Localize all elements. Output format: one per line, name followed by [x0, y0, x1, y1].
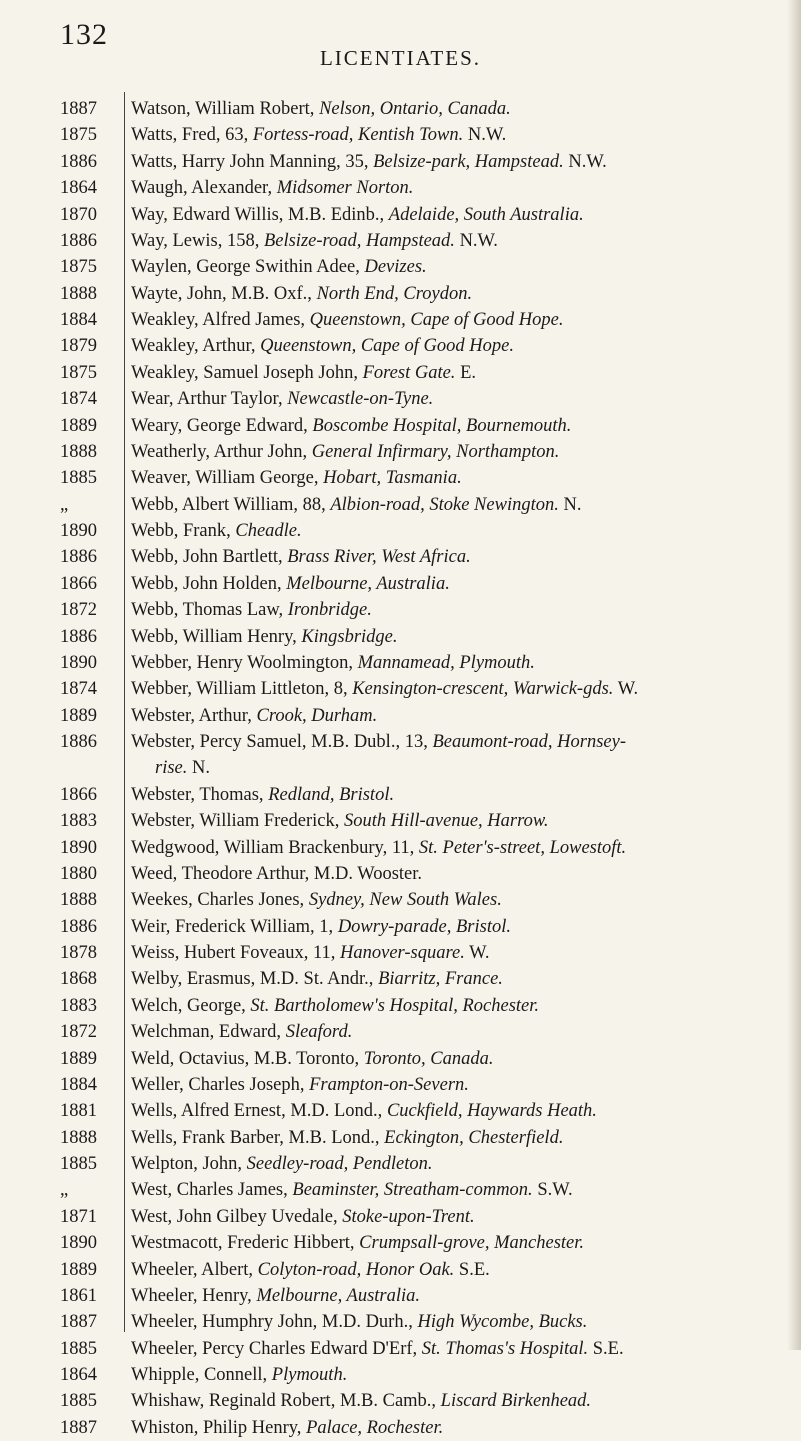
- entry-year: 1881: [60, 1101, 97, 1122]
- entry-district: E.: [455, 362, 476, 383]
- entry-name: Wheeler, Henry,: [131, 1285, 257, 1306]
- list-item: [0, 307, 801, 333]
- list-item: [0, 1388, 801, 1414]
- entry-year: 1885: [60, 1391, 97, 1412]
- entry-address: Beaminster, Streatham-common.: [292, 1180, 533, 1201]
- entry-year: 1889: [60, 1259, 97, 1280]
- entry-address: Colyton-road, Honor Oak.: [257, 1259, 455, 1280]
- list-item: [0, 755, 801, 781]
- entry-name: Wheeler, Percy Charles Edward D'Erf,: [131, 1338, 422, 1359]
- entry-address: Cheadle.: [235, 521, 302, 541]
- entry-district: W.: [613, 679, 639, 700]
- list-item: [0, 782, 801, 808]
- entry-address: Fortess-road, Kentish Town.: [252, 125, 464, 146]
- entry-name: Wedgwood, William Brackenbury, 11,: [131, 837, 419, 858]
- entry-name: Weiss, Hubert Foveaux, 11,: [131, 943, 341, 963]
- entry-year: 1883: [60, 811, 97, 832]
- list-item: [0, 1257, 801, 1283]
- entry-district: S.E.: [588, 1338, 624, 1359]
- list-item: [0, 1309, 801, 1335]
- entry-address: South Hill-avenue, Harrow.: [343, 811, 549, 832]
- entry-name: Webb, John Bartlett,: [131, 547, 288, 568]
- entry-address: Brass River, West Africa.: [287, 547, 471, 568]
- list-item: [0, 228, 801, 254]
- entry-name: Webster, Percy Samuel, M.B. Dubl., 13,: [131, 732, 433, 752]
- entry-year: 1879: [60, 336, 97, 357]
- entry-text: [131, 333, 781, 359]
- entry-text: [131, 1046, 781, 1072]
- entry-address: Melbourne, Australia.: [286, 573, 450, 594]
- entry-address: Mannamead, Plymouth.: [357, 652, 535, 673]
- list-item: [0, 835, 801, 861]
- entry-text: [131, 861, 781, 887]
- entry-year: 1890: [60, 1233, 97, 1254]
- entry-address: Stoke-upon-Trent.: [342, 1206, 475, 1227]
- entry-address: Beaumont-road, Hornsey-: [432, 732, 626, 752]
- entry-text: [131, 281, 781, 307]
- entry-address: Ironbridge.: [287, 600, 372, 621]
- entry-name: Webb, Albert William, 88,: [131, 494, 331, 515]
- entry-year: 1884: [60, 1074, 97, 1095]
- list-item: [0, 1098, 801, 1124]
- entry-text: [131, 703, 781, 729]
- entry-year: 1875: [60, 257, 97, 278]
- entry-year: 1870: [60, 204, 97, 225]
- entry-year: 1888: [60, 1127, 97, 1148]
- entry-district: N.: [558, 494, 582, 515]
- entry-name: Webster, William Frederick,: [131, 811, 344, 832]
- entry-text: [131, 966, 781, 992]
- entry-address: St. Thomas's Hospital.: [421, 1338, 589, 1359]
- entry-district: S.W.: [532, 1180, 573, 1201]
- list-item: [0, 624, 801, 650]
- entry-year: 1874: [60, 389, 97, 410]
- entry-name: Weakley, Alfred James,: [131, 310, 310, 330]
- list-item: [0, 122, 801, 148]
- entry-text: [131, 1204, 781, 1230]
- list-item: [0, 544, 801, 570]
- list-item: [0, 413, 801, 439]
- entry-address: Devizes.: [364, 257, 427, 278]
- list-item: [0, 1230, 801, 1256]
- list-item: [0, 465, 801, 491]
- entry-year: 1880: [60, 863, 97, 884]
- list-item: [0, 703, 801, 729]
- entry-text: [131, 1309, 781, 1335]
- entry-address: Hobart, Tasmania.: [323, 468, 462, 489]
- entry-address: Liscard Birkenhead.: [440, 1391, 592, 1412]
- entry-year: 1888: [60, 441, 97, 462]
- entry-text: [131, 518, 781, 544]
- list-item: [0, 914, 801, 940]
- entry-address: Adelaide, South Australia.: [388, 204, 584, 225]
- entry-name: Watson, William Robert,: [131, 99, 320, 119]
- entry-name: Welchman, Edward,: [131, 1022, 286, 1043]
- entry-year: 1890: [60, 837, 97, 858]
- running-head: LICENTIATES.: [319, 46, 482, 70]
- entry-text: [131, 1098, 781, 1124]
- list-item: [0, 254, 801, 280]
- entry-name: Webb, William Henry,: [131, 626, 302, 647]
- list-item: [0, 887, 801, 913]
- entry-address: Belsize-road, Hampstead.: [263, 230, 455, 251]
- list-item: [0, 676, 801, 702]
- entry-name: Webb, John Holden,: [131, 573, 287, 594]
- entry-name: West, John Gilbey Uvedale,: [131, 1206, 343, 1227]
- entry-address: Cuckfield, Haywards Heath.: [386, 1101, 597, 1122]
- entry-year: 1889: [60, 705, 97, 726]
- entry-text: [131, 1151, 781, 1177]
- entry-name: Wayte, John, M.B. Oxf.,: [131, 283, 317, 304]
- entry-text: [131, 729, 781, 755]
- entry-address: Seedley-road, Pendleton.: [246, 1154, 433, 1174]
- entry-name: Weed, Theodore Arthur, M.D. Wooster.: [131, 863, 423, 884]
- list-item: [0, 1125, 801, 1151]
- entry-continuation: rise.: [155, 758, 188, 779]
- entry-address: Queenstown, Cape of Good Hope.: [260, 336, 514, 357]
- entry-year: 1864: [60, 178, 97, 199]
- list-item: [0, 492, 801, 518]
- entry-text: [131, 676, 781, 702]
- list-item: [0, 1046, 801, 1072]
- list-item: [0, 729, 801, 755]
- page-header: [0, 0, 801, 70]
- entry-address: Queenstown, Cape of Good Hope.: [309, 310, 564, 330]
- entry-address: Midsomer Norton.: [276, 178, 414, 199]
- list-item: [0, 96, 801, 122]
- list-item: [0, 940, 801, 966]
- entry-text: [131, 96, 781, 122]
- entry-year: 1890: [60, 652, 97, 673]
- entry-text: [131, 914, 781, 940]
- list-item: [0, 597, 801, 623]
- entry-name: Wheeler, Humphry John, M.D. Durh.,: [131, 1312, 418, 1333]
- entry-name: Welch, George,: [131, 995, 251, 1016]
- list-item: [0, 175, 801, 201]
- list-item: [0, 386, 801, 412]
- entry-address: Palace, Rochester.: [306, 1417, 444, 1438]
- entry-text: [131, 228, 781, 254]
- page-edge-shadow: [787, 0, 801, 1350]
- entry-year: 1886: [60, 626, 97, 647]
- list-item: [0, 1283, 801, 1309]
- entry-name: Wells, Alfred Ernest, M.D. Lond.,: [131, 1101, 387, 1122]
- entry-year: 1872: [60, 1022, 97, 1043]
- entry-text: [131, 1336, 781, 1362]
- licentiates-list: [0, 96, 801, 1441]
- entry-address: Kingsbridge.: [301, 626, 398, 647]
- entry-name: Way, Lewis, 158,: [131, 230, 264, 251]
- entry-text: [131, 544, 781, 570]
- entry-address: Crumpsall-grove, Manchester.: [359, 1233, 585, 1254]
- entry-name: Webb, Frank,: [131, 521, 236, 541]
- entry-year: 1887: [60, 1312, 97, 1333]
- entry-name: Webster, Arthur,: [131, 705, 257, 726]
- entry-year: „: [60, 1180, 69, 1201]
- entry-text: [131, 782, 781, 808]
- list-item: [0, 861, 801, 887]
- entry-year: 1885: [60, 1154, 97, 1174]
- entry-name: Weary, George Edward,: [131, 415, 313, 436]
- list-item: [0, 650, 801, 676]
- entry-address: Crook, Durham.: [256, 705, 378, 726]
- entry-year: 1885: [60, 468, 97, 489]
- entry-year: 1866: [60, 784, 97, 805]
- entry-name: Weir, Frederick William, 1,: [131, 916, 338, 937]
- entry-address: Plymouth.: [271, 1365, 348, 1385]
- entry-address: Sleaford.: [285, 1022, 353, 1043]
- entry-text: [131, 571, 781, 597]
- entry-text: [131, 755, 781, 781]
- entry-text: [131, 1177, 781, 1203]
- list-item: [0, 1362, 801, 1388]
- entry-text: [131, 1019, 781, 1045]
- entry-year: „: [60, 494, 69, 515]
- entry-district: N.W.: [563, 151, 607, 172]
- list-item: [0, 1019, 801, 1045]
- entry-text: [131, 149, 781, 175]
- entry-text: [131, 1362, 781, 1388]
- entry-address: Sydney, New South Wales.: [308, 890, 502, 911]
- entry-year: 1888: [60, 890, 97, 911]
- entry-text: [131, 597, 781, 623]
- list-item: [0, 518, 801, 544]
- entry-year: 1864: [60, 1365, 97, 1385]
- list-item: [0, 1336, 801, 1362]
- entry-text: [131, 439, 781, 465]
- list-item: [0, 1177, 801, 1203]
- entry-year: 1875: [60, 362, 97, 383]
- list-item: [0, 1204, 801, 1230]
- entry-address: Melbourne, Australia.: [256, 1285, 421, 1306]
- entry-year: 1878: [60, 943, 97, 963]
- entry-name: Webb, Thomas Law,: [131, 600, 288, 621]
- list-item: [0, 333, 801, 359]
- entry-text: [131, 808, 781, 834]
- entry-name: Wells, Frank Barber, M.B. Lond.,: [131, 1127, 385, 1148]
- entry-text: [131, 1388, 781, 1414]
- list-item: [0, 966, 801, 992]
- list-item: [0, 993, 801, 1019]
- entry-year: 1883: [60, 995, 97, 1016]
- entry-name: Webster, Thomas,: [131, 784, 269, 805]
- entry-text: [131, 175, 781, 201]
- entry-text: [131, 624, 781, 650]
- entry-address: High Wycombe, Bucks.: [417, 1312, 588, 1333]
- page-number: 132: [60, 18, 108, 51]
- entry-text: [131, 1230, 781, 1256]
- entry-text: [131, 492, 781, 518]
- list-item: [0, 1415, 801, 1441]
- list-item: [0, 149, 801, 175]
- entry-year: 1889: [60, 415, 97, 436]
- entry-name: Weakley, Arthur,: [131, 336, 261, 357]
- entry-year: 1861: [60, 1285, 97, 1306]
- entry-text: [131, 254, 781, 280]
- entry-district: S.E.: [454, 1259, 490, 1280]
- list-item: [0, 360, 801, 386]
- entry-address: Hanover-square.: [340, 943, 465, 963]
- entry-name: Wear, Arthur Taylor,: [131, 389, 288, 410]
- entry-text: [131, 1415, 781, 1441]
- entry-text: [131, 650, 781, 676]
- list-item: [0, 281, 801, 307]
- entry-district: N.W.: [463, 125, 507, 146]
- entry-year: 1888: [60, 283, 97, 304]
- entry-text: [131, 1283, 781, 1309]
- list-item: [0, 1072, 801, 1098]
- entry-text: [131, 993, 781, 1019]
- entry-year: 1887: [60, 1417, 97, 1438]
- entry-name: Welby, Erasmus, M.D. St. Andr.,: [131, 969, 379, 990]
- entry-year: 1890: [60, 521, 97, 541]
- entry-address: Biarritz, France.: [378, 969, 503, 990]
- entry-name: Weakley, Samuel Joseph John,: [131, 362, 363, 383]
- entry-year: 1875: [60, 125, 97, 146]
- entry-text: [131, 307, 781, 333]
- entry-year: 1889: [60, 1048, 97, 1069]
- entry-address: Redland, Bristol.: [268, 784, 395, 805]
- entry-name: Whiston, Philip Henry,: [131, 1417, 307, 1438]
- list-item: [0, 808, 801, 834]
- list-item: [0, 202, 801, 228]
- entry-address: Belsize-park, Hampstead.: [373, 151, 564, 172]
- entry-text: [131, 360, 781, 386]
- entry-text: [131, 835, 781, 861]
- entry-name: Weekes, Charles Jones,: [131, 890, 309, 911]
- entry-name: West, Charles James,: [131, 1180, 293, 1201]
- entry-address: North End, Croydon.: [316, 283, 473, 304]
- entry-text: [131, 1125, 781, 1151]
- entry-year: 1886: [60, 732, 97, 752]
- entry-name: Waugh, Alexander,: [131, 178, 277, 199]
- entry-year: 1874: [60, 679, 97, 700]
- entry-text: [131, 1072, 781, 1098]
- entry-year: 1886: [60, 151, 97, 172]
- entry-name: Waylen, George Swithin Adee,: [131, 257, 365, 278]
- entry-name: Weatherly, Arthur John,: [131, 441, 312, 462]
- entry-address: Boscombe Hospital, Bournemouth.: [312, 415, 572, 436]
- entry-name: Westmacott, Frederic Hibbert,: [131, 1233, 360, 1254]
- entry-year: 1886: [60, 547, 97, 568]
- entry-name: Weaver, William George,: [131, 468, 324, 489]
- entry-name: Watts, Harry John Manning, 35,: [131, 151, 374, 172]
- entry-district: N.: [187, 758, 210, 779]
- entry-name: Webber, William Littleton, 8,: [131, 679, 353, 700]
- entry-year: 1884: [60, 310, 97, 330]
- entry-year: 1887: [60, 99, 97, 119]
- entry-name: Webber, Henry Woolmington,: [131, 652, 358, 673]
- entry-text: [131, 122, 781, 148]
- entry-address: Kensington-crescent, Warwick-gds.: [352, 679, 614, 700]
- entry-address: Newcastle-on-Tyne.: [287, 389, 434, 410]
- entry-address: General Infirmary, Northampton.: [311, 441, 560, 462]
- entry-year: 1871: [60, 1206, 97, 1227]
- entry-address: St. Bartholomew's Hospital, Rochester.: [250, 995, 540, 1016]
- entry-district: W.: [464, 943, 490, 963]
- entry-address: Frampton-on-Severn.: [309, 1074, 469, 1095]
- entry-name: Watts, Fred, 63,: [131, 125, 253, 146]
- entry-year: 1872: [60, 600, 97, 621]
- entry-name: Weller, Charles Joseph,: [131, 1074, 310, 1095]
- entry-text: [131, 940, 781, 966]
- entry-text: [131, 386, 781, 412]
- entry-address: Toronto, Canada.: [363, 1048, 494, 1069]
- entry-text: [131, 413, 781, 439]
- entry-name: Welpton, John,: [131, 1154, 247, 1174]
- entry-year: 1868: [60, 969, 97, 990]
- entry-year: 1885: [60, 1338, 97, 1359]
- entry-text: [131, 887, 781, 913]
- entry-name: Wheeler, Albert,: [131, 1259, 258, 1280]
- entry-text: [131, 1257, 781, 1283]
- entry-year: 1886: [60, 230, 97, 251]
- entry-address: Albion-road, Stoke Newington.: [330, 494, 559, 515]
- list-item: [0, 1151, 801, 1177]
- entry-address: Forest Gate.: [362, 362, 456, 383]
- entry-year: 1866: [60, 573, 97, 594]
- list-item: [0, 439, 801, 465]
- entry-text: [131, 202, 781, 228]
- entry-address: Nelson, Ontario, Canada.: [319, 99, 511, 119]
- entry-name: Whipple, Connell,: [131, 1365, 272, 1385]
- entry-name: Way, Edward Willis, M.B. Edinb.,: [131, 204, 389, 225]
- entry-year: 1886: [60, 916, 97, 937]
- entry-name: Whishaw, Reginald Robert, M.B. Camb.,: [131, 1391, 441, 1412]
- entry-address: St. Peter's-street, Lowestoft.: [418, 837, 627, 858]
- list-item: [0, 571, 801, 597]
- entry-address: Eckington, Chesterfield.: [384, 1127, 564, 1148]
- entry-address: Dowry-parade, Bristol.: [337, 916, 511, 937]
- entry-text: [131, 465, 781, 491]
- entry-name: Weld, Octavius, M.B. Toronto,: [131, 1048, 364, 1069]
- entry-district: N.W.: [454, 230, 498, 251]
